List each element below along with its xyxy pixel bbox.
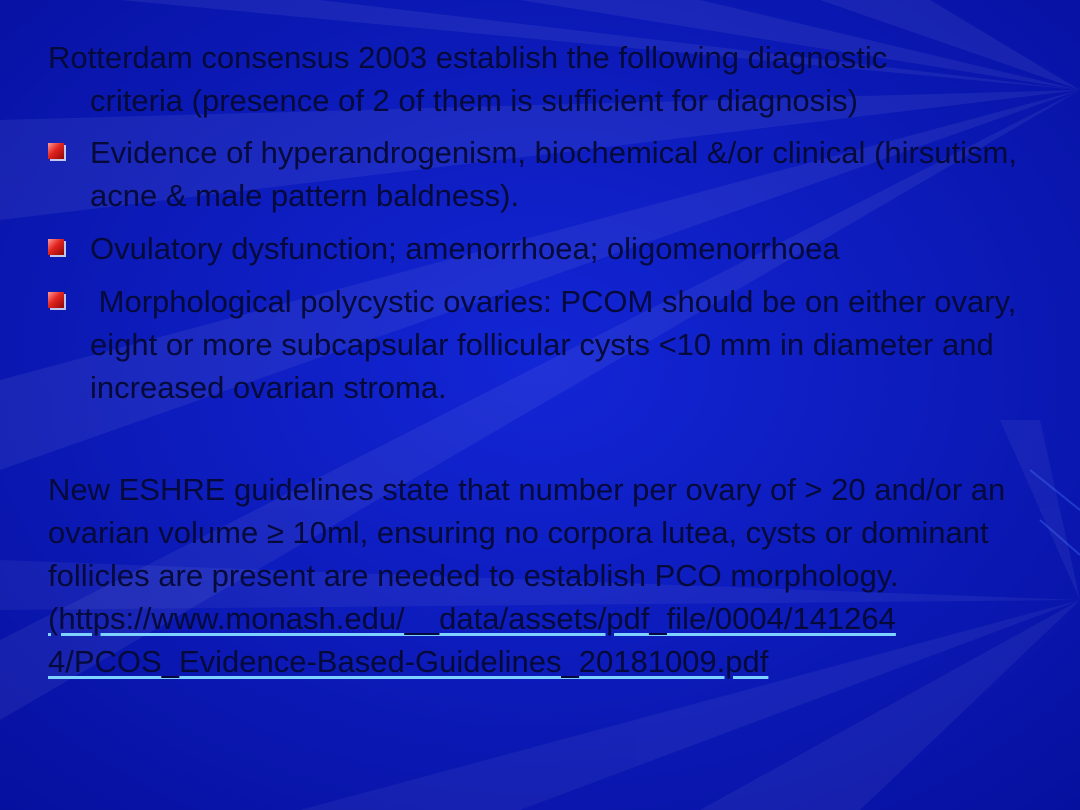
intro-line-2: criteria (presence of 2 of them is sufficient for diagnosis) [90,83,858,118]
eshre-paragraph [48,468,1048,683]
bullet-text: Evidence of hyperandrogenism, biochemical &/or clinical (hirsutism, acne & male pattern baldness). [90,135,1017,213]
list-item [48,280,1048,409]
intro-paragraph [48,36,1048,122]
guidelines-link-line-2[interactable]: 4/PCOS_Evidence-Based-Guidelines_20181009.pdf [48,644,769,679]
bullet-square-icon [48,239,64,255]
list-item [48,227,1048,270]
guidelines-link-line-1[interactable]: (https://www.monash.edu/__data/assets/pdf_file/0004/141264 [48,601,896,636]
bullet-text: Ovulatory dysfunction; amenorrhoea; oligomenorrhoea [90,231,840,266]
bullet-square-icon [48,292,64,308]
criteria-list [48,131,1048,419]
eshre-text: New ESHRE guidelines state that number per ovary of > 20 and/or an ovarian volume ≥ 10ml, ensuring no corpora lutea, cysts or dominant follicles are present are needed to establish PCO morphology. [48,472,1006,593]
intro-line-1: Rotterdam consensus 2003 establish the following diagnostic [48,40,888,75]
bullet-square-icon [48,143,64,159]
list-item [48,131,1048,217]
bullet-text: Morphological polycystic ovaries: PCOM should be on either ovary, eight or more subcapsular follicular cysts <10 mm in diameter and increased ovarian stroma. [90,284,1026,405]
